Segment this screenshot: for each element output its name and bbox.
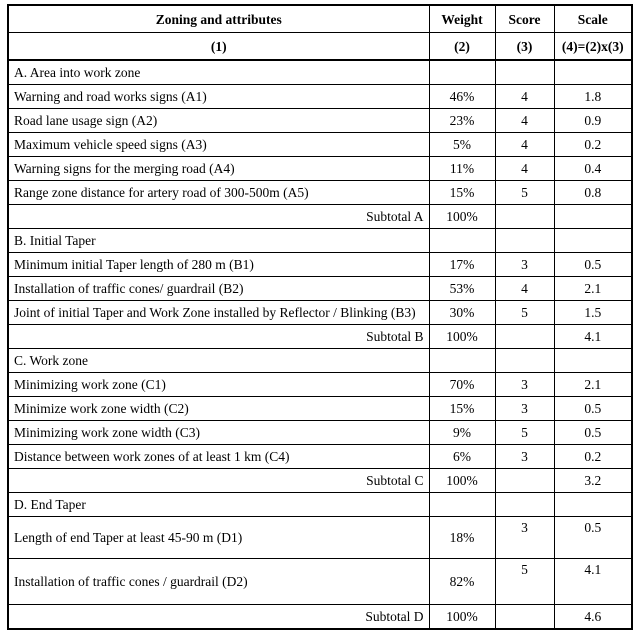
table-row-c2 — [8, 397, 632, 421]
table-row-a4 — [8, 157, 632, 181]
scale-cell — [554, 493, 632, 517]
table-row-c4 — [8, 445, 632, 469]
scale-cell — [554, 205, 632, 229]
weight-cell — [429, 493, 495, 517]
table-row-b1 — [8, 253, 632, 277]
subtotal-row-c — [8, 469, 632, 493]
attribute-label: Minimum initial Taper length of 280 m (B1) — [8, 253, 429, 277]
weight-cell: 100% — [429, 205, 495, 229]
score-cell — [495, 605, 554, 630]
attribute-label: Warning and road works signs (A1) — [8, 85, 429, 109]
table-row-d2 — [8, 559, 632, 605]
attribute-label: Range zone distance for artery road of 300-500m (A5) — [8, 181, 429, 205]
scale-cell: 1.8 — [554, 85, 632, 109]
score-cell — [495, 60, 554, 85]
scale-cell: 2.1 — [554, 277, 632, 301]
scale-cell — [554, 60, 632, 85]
column-header-weight: Weight — [429, 5, 495, 33]
scale-cell: 0.4 — [554, 157, 632, 181]
score-cell: 4 — [495, 157, 554, 181]
score-cell — [495, 229, 554, 253]
section-label: B. Initial Taper — [8, 229, 429, 253]
weight-cell: 82% — [429, 559, 495, 605]
section-row-a — [8, 60, 632, 85]
score-cell: 3 — [495, 445, 554, 469]
weight-cell — [429, 229, 495, 253]
score-cell: 5 — [495, 181, 554, 205]
weight-cell: 70% — [429, 373, 495, 397]
table-row-c1 — [8, 373, 632, 397]
section-row-d — [8, 493, 632, 517]
section-row-c — [8, 349, 632, 373]
header-row — [8, 5, 632, 33]
score-cell — [495, 325, 554, 349]
scale-cell: 0.2 — [554, 133, 632, 157]
score-cell: 5 — [495, 421, 554, 445]
weight-cell: 100% — [429, 469, 495, 493]
table-row-b3 — [8, 301, 632, 325]
score-cell: 4 — [495, 85, 554, 109]
table-row-b2 — [8, 277, 632, 301]
score-cell: 5 — [495, 559, 554, 605]
table-row-a2 — [8, 109, 632, 133]
scale-cell: 0.2 — [554, 445, 632, 469]
weight-cell: 15% — [429, 181, 495, 205]
weight-cell: 53% — [429, 277, 495, 301]
scale-cell: 4.1 — [554, 559, 632, 605]
weight-cell: 100% — [429, 325, 495, 349]
score-cell: 4 — [495, 133, 554, 157]
weight-cell: 5% — [429, 133, 495, 157]
weight-cell: 23% — [429, 109, 495, 133]
header-number-row — [8, 33, 632, 61]
attribute-label: Road lane usage sign (A2) — [8, 109, 429, 133]
weight-cell — [429, 349, 495, 373]
score-cell — [495, 349, 554, 373]
scale-cell: 0.5 — [554, 397, 632, 421]
scale-cell: 2.1 — [554, 373, 632, 397]
column-number-4: (4)=(2)x(3) — [554, 33, 632, 61]
section-label: A. Area into work zone — [8, 60, 429, 85]
weight-cell: 17% — [429, 253, 495, 277]
scale-cell: 0.5 — [554, 421, 632, 445]
column-number-1: (1) — [8, 33, 429, 61]
subtotal-row-d — [8, 605, 632, 630]
attribute-label: Minimize work zone width (C2) — [8, 397, 429, 421]
weight-cell — [429, 60, 495, 85]
attribute-label: Distance between work zones of at least 1 km (C4) — [8, 445, 429, 469]
score-cell: 5 — [495, 301, 554, 325]
section-label: C. Work zone — [8, 349, 429, 373]
table-row-a3 — [8, 133, 632, 157]
attribute-label: Installation of traffic cones/ guardrail (B2) — [8, 277, 429, 301]
column-header-zoning: Zoning and attributes — [8, 5, 429, 33]
weight-cell: 15% — [429, 397, 495, 421]
attribute-label: Warning signs for the merging road (A4) — [8, 157, 429, 181]
section-row-b — [8, 229, 632, 253]
subtotal-label: Subtotal D — [8, 605, 429, 630]
score-cell: 3 — [495, 397, 554, 421]
scale-cell: 1.5 — [554, 301, 632, 325]
weight-cell: 6% — [429, 445, 495, 469]
scale-cell: 0.9 — [554, 109, 632, 133]
score-cell — [495, 469, 554, 493]
scale-cell — [554, 229, 632, 253]
subtotal-label: Subtotal B — [8, 325, 429, 349]
attribute-label: Installation of traffic cones / guardrail (D2) — [8, 559, 429, 605]
table-row-c3 — [8, 421, 632, 445]
attribute-label: Maximum vehicle speed signs (A3) — [8, 133, 429, 157]
scale-cell: 0.8 — [554, 181, 632, 205]
table-row-d1 — [8, 517, 632, 559]
weight-cell: 11% — [429, 157, 495, 181]
score-cell: 4 — [495, 109, 554, 133]
scale-cell: 4.6 — [554, 605, 632, 630]
weight-cell: 46% — [429, 85, 495, 109]
subtotal-label: Subtotal C — [8, 469, 429, 493]
table-row-a5 — [8, 181, 632, 205]
scale-cell: 0.5 — [554, 253, 632, 277]
attribute-label: Joint of initial Taper and Work Zone installed by Reflector / Blinking (B3) — [8, 301, 429, 325]
score-cell — [495, 493, 554, 517]
weight-cell: 18% — [429, 517, 495, 559]
scale-cell — [554, 349, 632, 373]
score-cell: 3 — [495, 253, 554, 277]
zoning-attributes-table — [7, 4, 633, 630]
subtotal-row-b — [8, 325, 632, 349]
column-number-2: (2) — [429, 33, 495, 61]
weight-cell: 9% — [429, 421, 495, 445]
score-cell: 4 — [495, 277, 554, 301]
weight-cell: 30% — [429, 301, 495, 325]
column-header-scale: Scale — [554, 5, 632, 33]
attribute-label: Minimizing work zone (C1) — [8, 373, 429, 397]
subtotal-row-a — [8, 205, 632, 229]
subtotal-label: Subtotal A — [8, 205, 429, 229]
section-label: D. End Taper — [8, 493, 429, 517]
column-header-score: Score — [495, 5, 554, 33]
score-cell — [495, 205, 554, 229]
scale-cell: 3.2 — [554, 469, 632, 493]
score-cell: 3 — [495, 517, 554, 559]
score-cell: 3 — [495, 373, 554, 397]
column-number-3: (3) — [495, 33, 554, 61]
table-row-a1 — [8, 85, 632, 109]
attribute-label: Minimizing work zone width (C3) — [8, 421, 429, 445]
weight-cell: 100% — [429, 605, 495, 630]
attribute-label: Length of end Taper at least 45-90 m (D1) — [8, 517, 429, 559]
scale-cell: 4.1 — [554, 325, 632, 349]
scale-cell: 0.5 — [554, 517, 632, 559]
